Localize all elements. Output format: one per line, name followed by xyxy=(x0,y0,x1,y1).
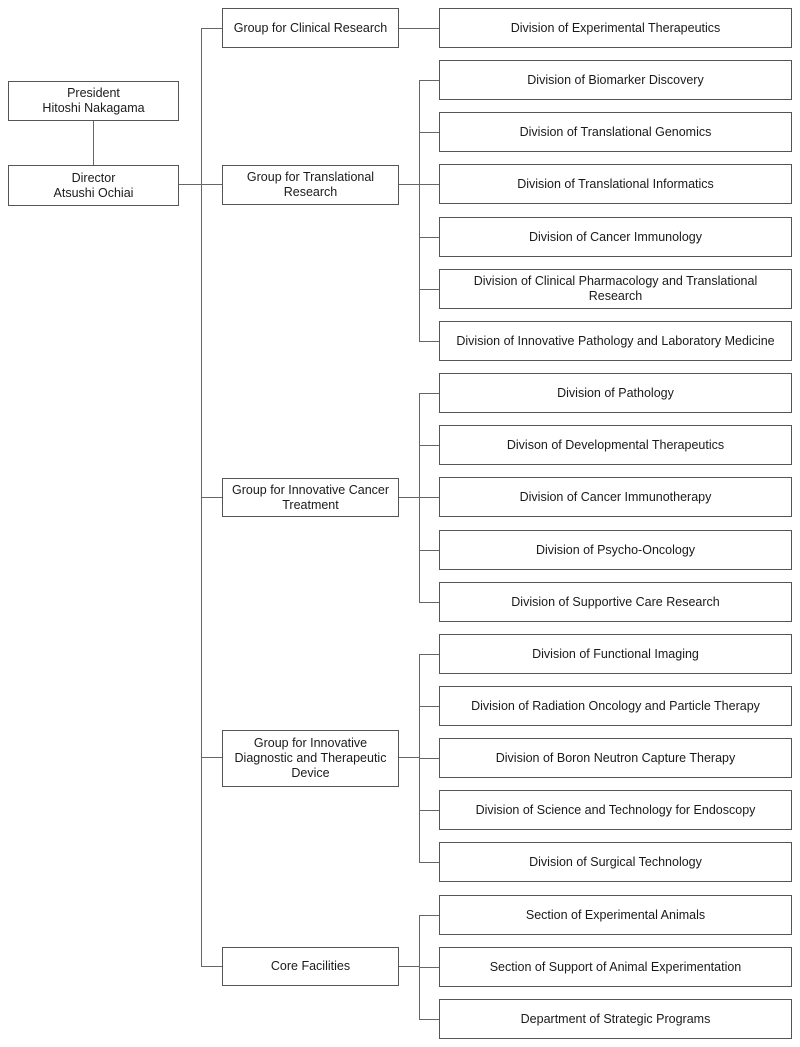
division-bus xyxy=(419,393,420,603)
group-box xyxy=(222,8,399,48)
division-label: Department of Strategic Programs xyxy=(520,1011,711,1026)
division-connector xyxy=(419,654,439,655)
division-box xyxy=(439,947,792,987)
division-box xyxy=(439,8,792,48)
division-bus xyxy=(419,80,420,342)
division-connector xyxy=(419,758,439,759)
division-box xyxy=(439,895,792,935)
division-box xyxy=(439,582,792,622)
group-label: Core Facilities xyxy=(270,959,351,973)
division-connector xyxy=(419,862,439,863)
division-box xyxy=(439,842,792,882)
group-connector xyxy=(201,184,222,185)
division-label: Division of Supportive Care Research xyxy=(511,594,720,609)
division-label: Division of Translational Genomics xyxy=(519,124,712,139)
division-box xyxy=(439,738,792,778)
division-connector xyxy=(419,393,439,394)
group-connector xyxy=(201,28,222,29)
division-label: Division of Cancer Immunology xyxy=(529,229,702,244)
division-label: Division of Cancer Immunotherapy xyxy=(519,489,712,504)
division-connector xyxy=(419,706,439,707)
division-box xyxy=(439,634,792,674)
division-box xyxy=(439,999,792,1039)
group-to-bus-connector xyxy=(399,497,419,498)
president-box xyxy=(8,81,179,121)
division-label: Division of Experimental Therapeutics xyxy=(510,20,721,35)
division-box xyxy=(439,321,792,361)
group-label: Group for Translational Research xyxy=(246,170,375,199)
division-box xyxy=(439,217,792,257)
division-connector xyxy=(419,915,439,916)
division-connector xyxy=(419,810,439,811)
division-connector xyxy=(419,550,439,551)
group-box xyxy=(222,730,399,787)
group-to-bus-connector xyxy=(399,757,419,758)
division-box xyxy=(439,373,792,413)
division-label: Division of Surgical Technology xyxy=(529,854,702,869)
group-label: Group for Clinical Research xyxy=(233,20,388,35)
division-label: Divison of Developmental Therapeutics xyxy=(506,437,725,452)
president-director-connector xyxy=(93,121,94,165)
division-box xyxy=(439,269,792,309)
group-box xyxy=(222,165,399,205)
division-box xyxy=(439,60,792,100)
division-box xyxy=(439,790,792,830)
division-connector xyxy=(419,1019,439,1020)
division-label: Division of Clinical Pharmacology and Translational Research xyxy=(473,274,758,303)
division-connector xyxy=(419,602,439,603)
president-name: Hitoshi Nakagama xyxy=(42,101,145,115)
division-connector xyxy=(419,237,439,238)
division-label: Division of Radiation Oncology and Particle Therapy xyxy=(471,698,760,713)
director-box xyxy=(8,165,179,206)
group-connector xyxy=(201,757,222,758)
group-to-division-connector xyxy=(399,28,439,29)
division-label: Division of Innovative Pathology and Laboratory Medicine xyxy=(456,333,775,348)
group-label: Group for Innovative Diagnostic and Therapeutic Device xyxy=(234,736,387,780)
group-to-bus-connector xyxy=(399,184,419,185)
president-role: President xyxy=(67,86,120,100)
division-connector xyxy=(419,132,439,133)
group-connector xyxy=(201,497,222,498)
division-connector xyxy=(419,967,439,968)
division-connector xyxy=(419,341,439,342)
division-label: Division of Translational Informatics xyxy=(517,176,714,191)
group-label: Group for Innovative Cancer Treatment xyxy=(231,482,390,512)
division-label: Division of Biomarker Discovery xyxy=(527,72,704,87)
division-label: Division of Psycho-Oncology xyxy=(535,542,696,557)
division-connector xyxy=(419,445,439,446)
division-label: Division of Functional Imaging xyxy=(532,646,699,661)
group-box xyxy=(222,947,399,986)
division-connector xyxy=(419,80,439,81)
group-connector xyxy=(201,966,222,967)
division-box xyxy=(439,112,792,152)
division-label: Division of Pathology xyxy=(557,385,674,400)
division-connector xyxy=(419,497,439,498)
division-connector xyxy=(419,289,439,290)
division-box xyxy=(439,530,792,570)
director-name: Atsushi Ochiai xyxy=(53,185,134,200)
director-connector xyxy=(179,184,201,185)
division-box xyxy=(439,477,792,517)
director-role: Director xyxy=(71,170,116,185)
division-label: Section of Experimental Animals xyxy=(525,907,706,922)
division-box xyxy=(439,164,792,204)
division-label: Division of Science and Technology for Endoscopy xyxy=(475,802,756,817)
group-box xyxy=(222,478,399,517)
division-label: Section of Support of Animal Experimentation xyxy=(489,959,742,974)
group-to-bus-connector xyxy=(399,966,419,967)
division-box xyxy=(439,425,792,465)
division-label: Division of Boron Neutron Capture Therapy xyxy=(495,750,736,765)
division-box xyxy=(439,686,792,726)
division-connector xyxy=(419,184,439,185)
